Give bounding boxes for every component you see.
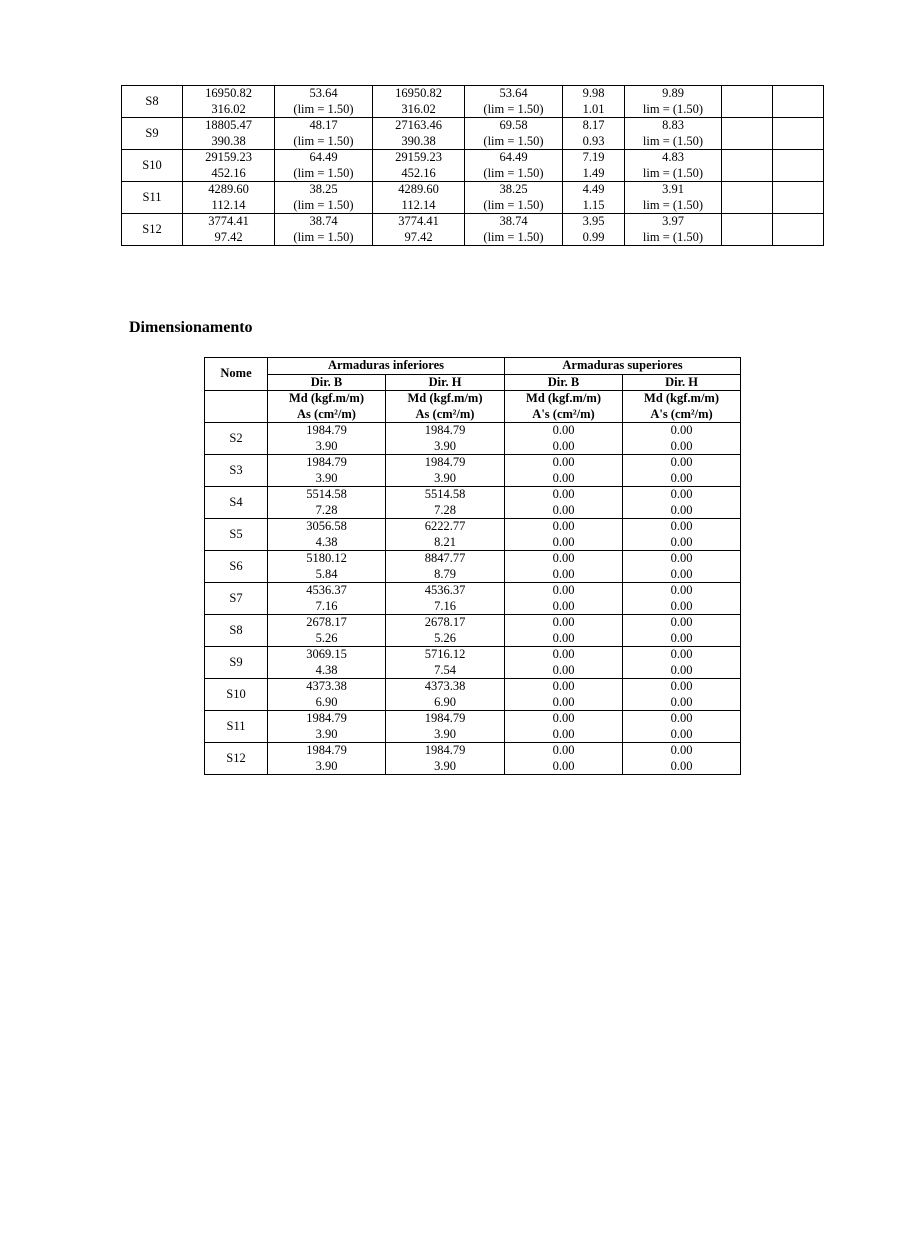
sup-dir-h-cell: 0.00 0.00 xyxy=(623,519,741,551)
empty-cell xyxy=(722,118,773,150)
sup-dir-h-cell: 0.00 0.00 xyxy=(623,551,741,583)
sup-dir-h-cell: 0.00 0.00 xyxy=(623,679,741,711)
table-row xyxy=(205,583,741,615)
empty-cell xyxy=(773,118,824,150)
inf-dir-h-cell: 5514.58 7.28 xyxy=(386,487,505,519)
row-name: S8 xyxy=(122,86,183,118)
value-cell: 69.58 (lim = 1.50) xyxy=(465,118,563,150)
sup-dir-h-cell: 0.00 0.00 xyxy=(623,647,741,679)
table-row xyxy=(205,711,741,743)
row-name: S9 xyxy=(205,647,268,679)
sup-dir-h-cell: 0.00 0.00 xyxy=(623,711,741,743)
sup-dir-h-cell: 0.00 0.00 xyxy=(623,743,741,775)
inf-dir-b-cell: 1984.79 3.90 xyxy=(268,423,386,455)
value-cell: 38.74 (lim = 1.50) xyxy=(275,214,373,246)
value-cell: 53.64 (lim = 1.50) xyxy=(275,86,373,118)
sup-dir-h-cell: 0.00 0.00 xyxy=(623,487,741,519)
inf-dir-b-cell: 3056.58 4.38 xyxy=(268,519,386,551)
header-sup-h-units: Md (kgf.m/m) A's (cm²/m) xyxy=(623,391,741,423)
value-cell: 18805.47 390.38 xyxy=(183,118,275,150)
table-row xyxy=(205,615,741,647)
inf-dir-b-cell: 3069.15 4.38 xyxy=(268,647,386,679)
value-cell: 8.83 lim = (1.50) xyxy=(625,118,722,150)
row-name: S6 xyxy=(205,551,268,583)
table-row xyxy=(205,679,741,711)
value-cell: 16950.82 316.02 xyxy=(183,86,275,118)
inf-dir-h-cell: 8847.77 8.79 xyxy=(386,551,505,583)
inf-dir-b-cell: 1984.79 3.90 xyxy=(268,455,386,487)
row-name: S12 xyxy=(205,743,268,775)
sup-dir-b-cell: 0.00 0.00 xyxy=(505,711,623,743)
row-name: S12 xyxy=(122,214,183,246)
value-cell: 64.49 (lim = 1.50) xyxy=(465,150,563,182)
inf-dir-h-cell: 4536.37 7.16 xyxy=(386,583,505,615)
header-inf-dir-h: Dir. H xyxy=(386,374,505,391)
row-name: S5 xyxy=(205,519,268,551)
inf-dir-h-cell: 1984.79 3.90 xyxy=(386,711,505,743)
row-name: S8 xyxy=(205,615,268,647)
value-cell: 8.17 0.93 xyxy=(563,118,625,150)
empty-cell xyxy=(722,182,773,214)
table-row xyxy=(205,423,741,455)
sup-dir-b-cell: 0.00 0.00 xyxy=(505,423,623,455)
value-cell: 16950.82 316.02 xyxy=(373,86,465,118)
table-row xyxy=(122,118,824,150)
inf-dir-b-cell: 4373.38 6.90 xyxy=(268,679,386,711)
sup-dir-h-cell: 0.00 0.00 xyxy=(623,423,741,455)
value-cell: 4.83 lim = (1.50) xyxy=(625,150,722,182)
value-cell: 3.91 lim = (1.50) xyxy=(625,182,722,214)
row-name: S11 xyxy=(122,182,183,214)
inf-dir-h-cell: 2678.17 5.26 xyxy=(386,615,505,647)
value-cell: 3774.41 97.42 xyxy=(183,214,275,246)
header-sup-b-units: Md (kgf.m/m) A's (cm²/m) xyxy=(505,391,623,423)
table-row xyxy=(122,182,824,214)
sup-dir-b-cell: 0.00 0.00 xyxy=(505,487,623,519)
table-row xyxy=(205,647,741,679)
table-row xyxy=(205,487,741,519)
sup-dir-b-cell: 0.00 0.00 xyxy=(505,455,623,487)
value-cell: 27163.46 390.38 xyxy=(373,118,465,150)
value-cell: 9.98 1.01 xyxy=(563,86,625,118)
table-row xyxy=(205,455,741,487)
inf-dir-b-cell: 5180.12 5.84 xyxy=(268,551,386,583)
empty-cell xyxy=(773,150,824,182)
inf-dir-h-cell: 1984.79 3.90 xyxy=(386,455,505,487)
section-title: Dimensionamento xyxy=(129,319,253,336)
sup-dir-b-cell: 0.00 0.00 xyxy=(505,679,623,711)
inf-dir-b-cell: 2678.17 5.26 xyxy=(268,615,386,647)
top-table-body xyxy=(122,86,824,246)
value-cell: 38.74 (lim = 1.50) xyxy=(465,214,563,246)
inf-dir-h-cell: 6222.77 8.21 xyxy=(386,519,505,551)
header-nome-blank xyxy=(205,391,268,423)
empty-cell xyxy=(722,214,773,246)
header-inf-h-units: Md (kgf.m/m) As (cm²/m) xyxy=(386,391,505,423)
inf-dir-h-cell: 5716.12 7.54 xyxy=(386,647,505,679)
row-name: S10 xyxy=(122,150,183,182)
empty-cell xyxy=(773,86,824,118)
empty-cell xyxy=(722,150,773,182)
header-sup-dir-b: Dir. B xyxy=(505,374,623,391)
inf-dir-h-cell: 1984.79 3.90 xyxy=(386,423,505,455)
empty-cell xyxy=(773,182,824,214)
row-name: S10 xyxy=(205,679,268,711)
value-cell: 3.95 0.99 xyxy=(563,214,625,246)
inf-dir-h-cell: 1984.79 3.90 xyxy=(386,743,505,775)
empty-cell xyxy=(722,86,773,118)
table-row xyxy=(122,86,824,118)
value-cell: 48.17 (lim = 1.50) xyxy=(275,118,373,150)
sup-dir-b-cell: 0.00 0.00 xyxy=(505,615,623,647)
sup-dir-h-cell: 0.00 0.00 xyxy=(623,455,741,487)
inf-dir-h-cell: 4373.38 6.90 xyxy=(386,679,505,711)
header-sup-dir-h: Dir. H xyxy=(623,374,741,391)
value-cell: 64.49 (lim = 1.50) xyxy=(275,150,373,182)
inf-dir-b-cell: 4536.37 7.16 xyxy=(268,583,386,615)
empty-cell xyxy=(773,214,824,246)
inf-dir-b-cell: 5514.58 7.28 xyxy=(268,487,386,519)
value-cell: 9.89 lim = (1.50) xyxy=(625,86,722,118)
table-row xyxy=(205,519,741,551)
value-cell: 4.49 1.15 xyxy=(563,182,625,214)
value-cell: 29159.23 452.16 xyxy=(373,150,465,182)
sup-dir-b-cell: 0.00 0.00 xyxy=(505,519,623,551)
header-armaduras-inferiores: Armaduras inferiores xyxy=(268,358,505,375)
value-cell: 29159.23 452.16 xyxy=(183,150,275,182)
dim-table-body xyxy=(205,423,741,775)
value-cell: 4289.60 112.14 xyxy=(373,182,465,214)
table-row xyxy=(122,214,824,246)
header-nome: Nome xyxy=(205,358,268,391)
row-name: S4 xyxy=(205,487,268,519)
sup-dir-h-cell: 0.00 0.00 xyxy=(623,583,741,615)
row-name: S9 xyxy=(122,118,183,150)
header-inf-dir-b: Dir. B xyxy=(268,374,386,391)
value-cell: 4289.60 112.14 xyxy=(183,182,275,214)
table-row xyxy=(205,551,741,583)
top-results-table xyxy=(121,85,824,246)
row-name: S7 xyxy=(205,583,268,615)
dim-table-header xyxy=(205,358,741,423)
value-cell: 7.19 1.49 xyxy=(563,150,625,182)
table-row xyxy=(122,150,824,182)
sup-dir-b-cell: 0.00 0.00 xyxy=(505,551,623,583)
inf-dir-b-cell: 1984.79 3.90 xyxy=(268,711,386,743)
row-name: S3 xyxy=(205,455,268,487)
header-inf-b-units: Md (kgf.m/m) As (cm²/m) xyxy=(268,391,386,423)
sup-dir-b-cell: 0.00 0.00 xyxy=(505,583,623,615)
sup-dir-b-cell: 0.00 0.00 xyxy=(505,647,623,679)
sup-dir-h-cell: 0.00 0.00 xyxy=(623,615,741,647)
header-armaduras-superiores: Armaduras superiores xyxy=(505,358,741,375)
table-row xyxy=(205,743,741,775)
value-cell: 53.64 (lim = 1.50) xyxy=(465,86,563,118)
value-cell: 38.25 (lim = 1.50) xyxy=(465,182,563,214)
inf-dir-b-cell: 1984.79 3.90 xyxy=(268,743,386,775)
sup-dir-b-cell: 0.00 0.00 xyxy=(505,743,623,775)
value-cell: 3774.41 97.42 xyxy=(373,214,465,246)
dimensionamento-table xyxy=(204,357,741,775)
row-name: S2 xyxy=(205,423,268,455)
value-cell: 38.25 (lim = 1.50) xyxy=(275,182,373,214)
row-name: S11 xyxy=(205,711,268,743)
value-cell: 3.97 lim = (1.50) xyxy=(625,214,722,246)
